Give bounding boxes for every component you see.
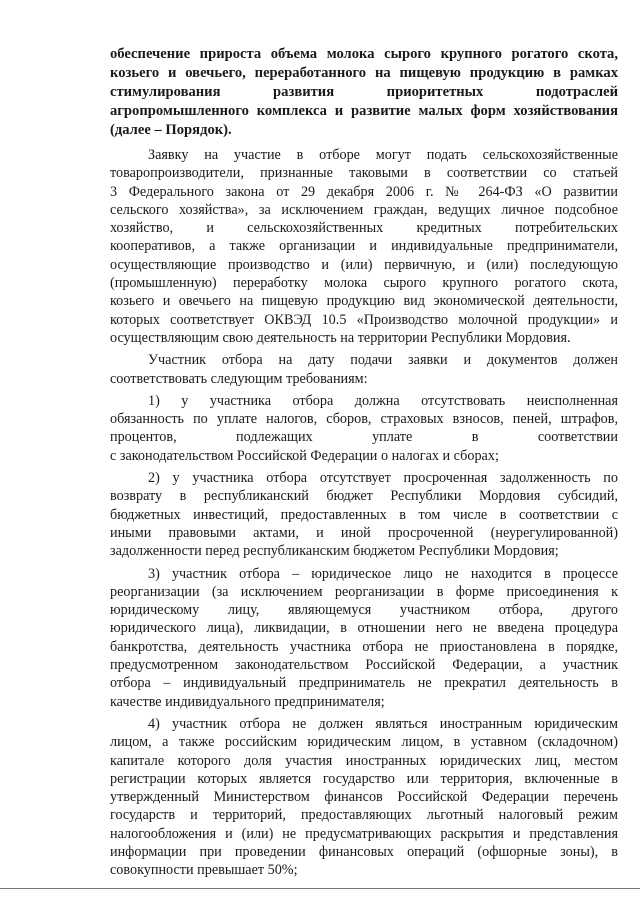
paragraph-line: капитале которого доля участия иностранных юридических лиц, местом (110, 752, 618, 769)
paragraph-line: качестве индивидуального предпринимателя; (110, 693, 385, 710)
paragraph-line: отбора – индивидуальный предприниматель не прекратил деятельность в (110, 675, 618, 692)
paragraph-line: совокупности превышает 50%; (110, 862, 298, 879)
paragraph-line: информации при проведении финансовых операций (офшорные зоны), в (110, 843, 618, 860)
heading-line: агропромышленного комплекса и развитие малых форм хозяйствования (110, 103, 618, 119)
paragraph-line: (промышленную) переработку молока сырого крупного рогатого скота, (110, 275, 618, 292)
paragraph-line: налогообложения и (или) не предусматривающих раскрытия и представления (110, 825, 618, 842)
paragraph-line: юридическому лицу, являющемуся участником отбора, другого (110, 602, 618, 619)
paragraph-line: товаропроизводители, признанные таковыми в соответствии со статьей (110, 165, 618, 182)
heading-line: козьего и овечьего, переработанного на пищевую продукцию в рамках (110, 65, 618, 81)
paragraph-line: осуществляющие производство и (или) первичную, и (или) последующую (110, 256, 618, 273)
paragraph-line: бюджетных инвестиций, предоставленных в том числе в соответствии с (110, 506, 618, 523)
paragraph-line: сельского хозяйства», за исключением граждан, ведущих личное подсобное (110, 201, 618, 218)
paragraph-line: хозяйство, и сельскохозяйственных кредитных потребительских (110, 220, 618, 237)
paragraph (110, 565, 618, 711)
paragraph-line: козьего и овечьего на пищевую продукцию вид экономической деятельности, (110, 293, 618, 310)
paragraph-line: юридического лица), ликвидации, в отношении него не введена процедура (110, 620, 618, 637)
paragraph-line: соответствовать следующим требованиям: (110, 370, 368, 387)
paragraph-line: государств и территорий, предоставляющих льготный налоговый режим (110, 807, 618, 824)
section-heading (110, 45, 618, 140)
paragraph (110, 351, 618, 388)
paragraph-line: осуществляющим свою деятельность на территории Республики Мордовия. (110, 329, 571, 346)
paragraph-line: Заявку на участие в отборе могут подать сельскохозяйственные (148, 147, 618, 163)
paragraph (110, 715, 618, 880)
paragraph (110, 146, 618, 347)
paragraph-line: реорганизации (за исключением реорганизации в форме присоединения к (110, 583, 618, 600)
paragraph-line: регистрации которых является государство или территория, включенные в (110, 770, 618, 787)
paragraph-line: процентов, подлежащих уплате в соответствии (110, 429, 618, 446)
paragraph-line: которых соответствует ОКВЭД 10.5 «Производство молочной продукции» и (110, 311, 618, 328)
heading-line: (далее – Порядок). (110, 122, 232, 138)
paragraph-line: 3 Федерального закона от 29 декабря 2006 г. № 264-ФЗ «О развитии (110, 183, 618, 200)
paragraph-line: кооперативов, а также организации и индивидуальные предприниматели, (110, 238, 618, 255)
paragraph (110, 469, 618, 560)
paragraph-line: иными правовыми актами, и иной просроченной (неурегулированной) (110, 524, 618, 541)
document-page (110, 45, 618, 880)
paragraph-line: лицом, а также российским юридическим лицом, в уставном (складочном) (110, 734, 618, 751)
paragraph-line: 4) участник отбора не должен являться иностранным юридическим (148, 715, 618, 732)
paragraph-line: обязанность по уплате налогов, сборов, страховых взносов, пеней, штрафов, (110, 411, 618, 428)
paragraph-line: возврату в республиканский бюджет Республики Мордовия субсидий, (110, 488, 618, 505)
paragraph-line: предусмотренном законодательством Российской Федерации, а участник (110, 657, 618, 674)
footer-rule (0, 888, 640, 889)
paragraph-line: 1) у участника отбора должна отсутствовать неисполненная (148, 392, 618, 409)
paragraph-line: 3) участник отбора – юридическое лицо не находится в процессе (148, 565, 618, 582)
paragraph-line: с законодательством Российской Федерации о налогах и сборах; (110, 447, 499, 464)
heading-line: обеспечение прироста объема молока сырого крупного рогатого скота, (110, 46, 618, 62)
paragraph-line: задолженности перед республиканским бюджетом Республики Мордовия; (110, 543, 559, 560)
document-body (110, 146, 618, 880)
heading-line: стимулирования развития приоритетных подотраслей (110, 84, 618, 100)
paragraph (110, 392, 618, 465)
paragraph-line: банкротства, деятельность участника отбора не приостановлена в порядке, (110, 638, 618, 655)
paragraph-line: 2) у участника отбора отсутствует просроченная задолженность по (148, 470, 618, 487)
paragraph-line: утвержденный Министерством финансов Российской Федерации перечень (110, 789, 618, 806)
paragraph-line: Участник отбора на дату подачи заявки и документов должен (148, 352, 618, 369)
